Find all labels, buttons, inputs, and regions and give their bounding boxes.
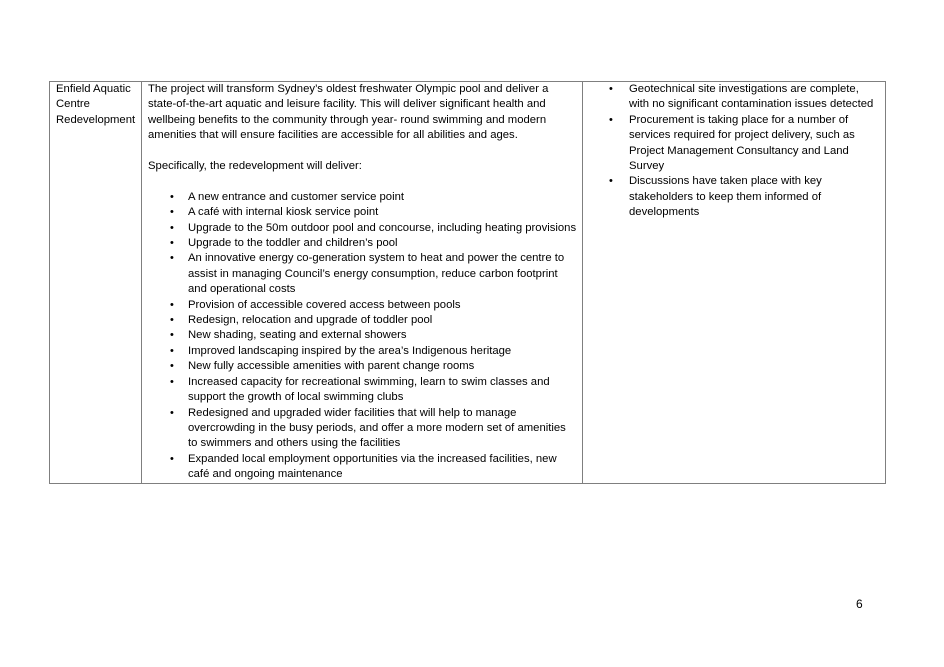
list-item xyxy=(148,375,577,406)
list-item-text: A café with internal kiosk service point xyxy=(188,206,379,219)
list-item xyxy=(148,406,577,452)
list-item-text: New shading, seating and external showers xyxy=(188,329,407,342)
bullet-icon: • xyxy=(170,375,174,388)
project-table xyxy=(49,81,886,484)
list-item xyxy=(148,452,577,483)
bullet-icon: • xyxy=(170,406,174,419)
bullet-icon: • xyxy=(170,237,174,250)
paragraph-spacer xyxy=(148,174,577,189)
list-item xyxy=(148,298,577,313)
list-item-text: Geotechnical site investigations are complete, with no significant contamination issues detected xyxy=(629,83,874,111)
paragraph-spacer xyxy=(148,144,577,159)
list-item xyxy=(148,236,577,251)
bullet-icon: • xyxy=(609,83,613,95)
bullet-icon: • xyxy=(170,452,174,465)
list-item xyxy=(589,113,880,175)
bullet-icon: • xyxy=(170,298,174,311)
list-item xyxy=(148,221,577,236)
project-name: Enfield Aquatic Centre Redevelopment xyxy=(56,83,136,126)
bullet-icon: • xyxy=(170,360,174,373)
list-item-text: Procurement is taking place for a number of services required for project delivery, such as Project Management Consultancy and Land Survey xyxy=(629,113,855,173)
bullet-icon: • xyxy=(609,175,613,188)
bullet-icon: • xyxy=(170,190,174,203)
bullet-icon: • xyxy=(170,252,174,265)
page-number: 6 xyxy=(856,597,863,611)
list-item-text: An innovative energy co-generation system to heat and power the centre to assist in managing Council’s energy consumption, reduce carbon footprint and operational costs xyxy=(188,252,565,296)
list-item xyxy=(148,190,577,205)
list-item-text: Increased capacity for recreational swimming, learn to swim classes and support the growth of local swimming clubs xyxy=(188,375,550,404)
status-list xyxy=(589,82,880,221)
list-item-text: Redesign, relocation and upgrade of toddler pool xyxy=(188,314,433,327)
list-item-text: Redesigned and upgraded wider facilities that will help to manage overcrowding in the busy periods, and offer a more modern set of amenities to swimmers and others using the facilities xyxy=(188,406,566,450)
list-item xyxy=(589,82,880,113)
list-item-text: Provision of accessible covered access between pools xyxy=(188,298,461,311)
bullet-icon: • xyxy=(170,344,174,357)
bullet-icon: • xyxy=(170,206,174,219)
table-row xyxy=(50,82,886,484)
project-name-cell xyxy=(50,82,142,484)
bullet-icon: • xyxy=(170,329,174,342)
project-status-cell xyxy=(583,82,886,484)
list-item xyxy=(148,328,577,343)
bullet-icon: • xyxy=(170,314,174,327)
list-item xyxy=(148,251,577,297)
list-item-text: Upgrade to the toddler and children’s pool xyxy=(188,237,398,250)
list-item-text: Upgrade to the 50m outdoor pool and concourse, including heating provisions xyxy=(188,221,577,234)
deliverables-list xyxy=(148,190,577,483)
list-item-text: Discussions have taken place with key stakeholders to keep them informed of developments xyxy=(629,175,822,219)
bullet-icon: • xyxy=(170,221,174,234)
list-item xyxy=(148,313,577,328)
list-item-text: Expanded local employment opportunities via the increased facilities, new café and ongoing maintenance xyxy=(188,452,557,481)
project-intro: The project will transform Sydney’s oldest freshwater Olympic pool and deliver a state-of-the-art aquatic and leisure facility. This will deliver significant health and wellbeing benefits to the community through year- round swimming and modern amenities that will ensure facilities are accessible for all abilities and ages. xyxy=(148,83,549,142)
project-description-cell xyxy=(142,82,583,484)
bullet-icon: • xyxy=(609,113,613,126)
list-item xyxy=(589,174,880,220)
list-item xyxy=(148,359,577,374)
list-item-text: New fully accessible amenities with parent change rooms xyxy=(188,360,475,373)
deliverables-lead-in: Specifically, the redevelopment will deliver: xyxy=(148,160,362,173)
list-item-text: Improved landscaping inspired by the area’s Indigenous heritage xyxy=(188,344,512,357)
list-item-text: A new entrance and customer service point xyxy=(188,190,405,203)
list-item xyxy=(148,344,577,359)
list-item xyxy=(148,205,577,220)
